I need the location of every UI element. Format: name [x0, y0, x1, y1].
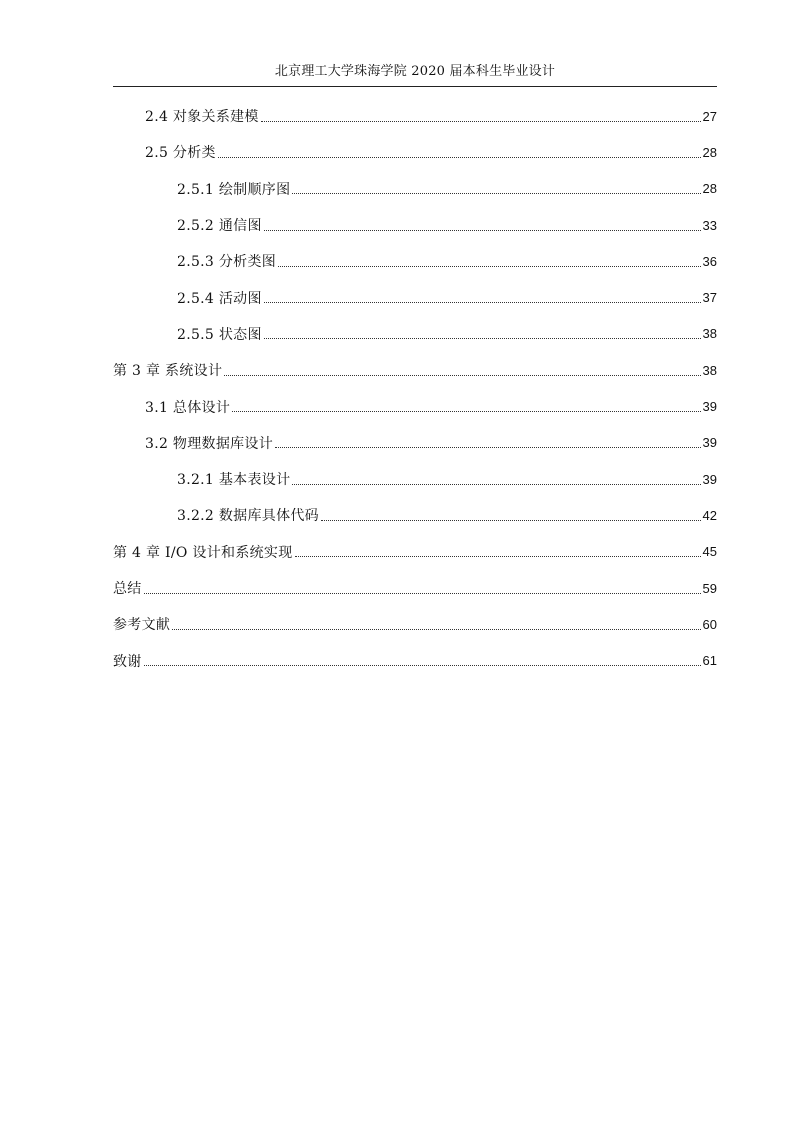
toc-entry-page: 33 [702, 217, 717, 233]
toc-entry-page: 39 [702, 399, 717, 415]
toc-entry-page: 60 [702, 616, 717, 632]
toc-entry-acknowledgements[interactable] [113, 642, 717, 678]
toc-entry-summary[interactable] [113, 570, 717, 606]
toc-entry-title: 致谢 [113, 653, 142, 670]
dot-leader [278, 266, 700, 267]
toc-entry-title: 第 3 章 系统设计 [113, 363, 223, 380]
toc-entry-title: 3.2.1 基本表设计 [177, 472, 291, 489]
toc-entry-2-5-2[interactable] [113, 207, 717, 243]
toc-entry-title: 2.4 对象关系建模 [145, 109, 259, 126]
toc-entry-title: 2.5.2 通信图 [177, 218, 262, 235]
toc-entry-chapter-3[interactable] [113, 352, 717, 388]
toc-entry-title: 第 4 章 I/O 设计和系统实现 [113, 544, 293, 561]
toc-entry-title: 2.5.1 绘制顺序图 [177, 181, 291, 198]
dot-leader [264, 230, 701, 231]
toc-entry-page: 27 [702, 108, 717, 124]
toc-entry-title: 2.5.3 分析类图 [177, 254, 277, 271]
toc-entry-title: 总结 [113, 581, 142, 597]
table-of-contents [113, 98, 717, 679]
dot-leader [172, 629, 700, 630]
toc-entry-2-5[interactable] [113, 134, 717, 170]
toc-entry-page: 28 [702, 181, 717, 197]
dot-leader [321, 520, 701, 521]
toc-entry-2-5-5[interactable] [113, 316, 717, 352]
header-title: 北京理工大学珠海学院 2020 届本科生毕业设计 [274, 64, 556, 79]
dot-leader [232, 411, 700, 412]
dot-leader [218, 157, 701, 158]
dot-leader [144, 593, 701, 594]
toc-entry-title: 2.5.4 活动图 [177, 290, 262, 307]
page-header [113, 63, 717, 81]
dot-leader [144, 665, 701, 666]
toc-entry-page: 36 [702, 253, 717, 269]
toc-entry-title: 3.2.2 数据库具体代码 [177, 508, 319, 525]
toc-entry-page: 61 [702, 653, 717, 669]
toc-entry-page: 38 [702, 362, 717, 378]
toc-entry-3-2-2[interactable] [113, 497, 717, 533]
toc-entry-2-5-3[interactable] [113, 243, 717, 279]
toc-entry-title: 参考文献 [113, 617, 171, 634]
toc-entry-page: 28 [702, 144, 717, 160]
toc-entry-3-2[interactable] [113, 425, 717, 461]
header-divider [113, 86, 717, 87]
toc-entry-chapter-4[interactable] [113, 534, 717, 570]
dot-leader [275, 447, 701, 448]
toc-entry-3-1[interactable] [113, 388, 717, 424]
toc-entry-page: 38 [702, 326, 717, 342]
dot-leader [264, 302, 701, 303]
toc-entry-page: 39 [702, 471, 717, 487]
dot-leader [264, 338, 701, 339]
toc-entry-references[interactable] [113, 606, 717, 642]
toc-entry-3-2-1[interactable] [113, 461, 717, 497]
toc-entry-page: 39 [702, 435, 717, 451]
toc-entry-title: 3.2 物理数据库设计 [145, 435, 274, 452]
toc-entry-2-4[interactable] [113, 98, 717, 134]
toc-entry-2-5-1[interactable] [113, 171, 717, 207]
toc-entry-page: 59 [702, 580, 717, 596]
toc-entry-title: 3.1 总体设计 [145, 399, 231, 416]
toc-entry-title: 2.5 分析类 [145, 145, 216, 162]
toc-entry-title: 2.5.5 状态图 [177, 326, 262, 343]
toc-entry-page: 42 [702, 507, 717, 523]
toc-entry-page: 45 [702, 544, 717, 560]
dot-leader [295, 556, 701, 557]
dot-leader [292, 484, 700, 485]
dot-leader [292, 193, 700, 194]
toc-entry-page: 37 [702, 290, 717, 306]
dot-leader [261, 121, 701, 122]
toc-entry-2-5-4[interactable] [113, 279, 717, 315]
dot-leader [224, 375, 700, 376]
